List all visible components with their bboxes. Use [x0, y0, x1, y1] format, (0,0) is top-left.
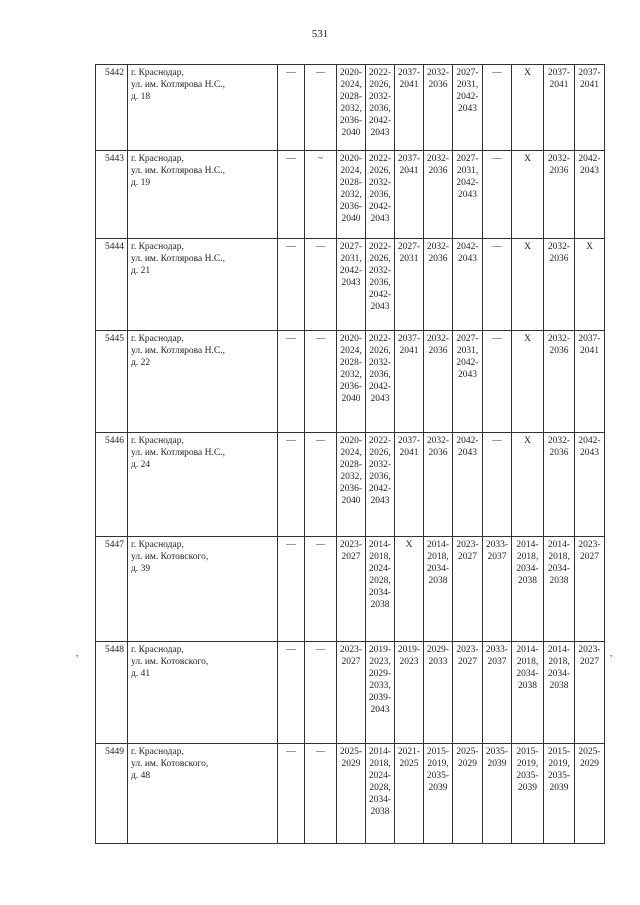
registry-table [95, 64, 605, 844]
schedule-cell: 2022- 2026, 2032- 2036, 2042- 2043 [366, 433, 395, 537]
row-number: 5445 [96, 331, 128, 433]
table-row [96, 744, 605, 844]
schedule-cell: 2033- 2037 [483, 642, 512, 744]
schedule-cell: 2014- 2018, 2034- 2038 [544, 642, 575, 744]
schedule-cell: — [305, 642, 337, 744]
row-number: 5443 [96, 151, 128, 239]
schedule-cell: 2022- 2026, 2032- 2036, 2042- 2043 [366, 65, 395, 151]
schedule-cell: 2014- 2018, 2034- 2038 [544, 537, 575, 642]
schedule-cell: — [483, 331, 512, 433]
schedule-cell: — [483, 151, 512, 239]
schedule-cell: 2029- 2033 [424, 642, 453, 744]
schedule-cell: 2023- 2027 [575, 642, 605, 744]
schedule-cell: 2022- 2026, 2032- 2036, 2042- 2043 [366, 151, 395, 239]
schedule-cell: 2025- 2029 [337, 744, 366, 844]
schedule-cell: — [483, 65, 512, 151]
page-number: 531 [311, 28, 329, 40]
schedule-cell: — [278, 239, 305, 331]
schedule-cell: 2020- 2024, 2028- 2032, 2036- 2040 [337, 151, 366, 239]
table-row [96, 642, 605, 744]
schedule-cell: 2023- 2027 [575, 537, 605, 642]
schedule-cell: 2015- 2019, 2035- 2039 [512, 744, 544, 844]
schedule-cell: 2023- 2027 [337, 642, 366, 744]
schedule-cell: 2014- 2018, 2024- 2028, 2034- 2038 [366, 537, 395, 642]
schedule-cell: — [305, 744, 337, 844]
row-number: 5444 [96, 239, 128, 331]
schedule-cell: 2025- 2029 [575, 744, 605, 844]
schedule-cell: 2022- 2026, 2032- 2036, 2042- 2043 [366, 331, 395, 433]
table-row [96, 433, 605, 537]
schedule-cell: — [483, 239, 512, 331]
schedule-cell: 2037- 2041 [395, 151, 424, 239]
schedule-cell: 2032- 2036 [544, 433, 575, 537]
schedule-cell: 2023- 2027 [453, 642, 483, 744]
schedule-cell: — [278, 65, 305, 151]
schedule-cell: 2025- 2029 [453, 744, 483, 844]
schedule-cell: 2020- 2024, 2028- 2032, 2036- 2040 [337, 433, 366, 537]
margin-mark-right: , [610, 648, 613, 658]
row-number: 5447 [96, 537, 128, 642]
schedule-cell: 2032- 2036 [424, 65, 453, 151]
schedule-cell: 2033- 2037 [483, 537, 512, 642]
schedule-cell: X [512, 433, 544, 537]
schedule-cell: — [305, 331, 337, 433]
address-cell: г. Краснодар, ул. им. Котлярова Н.С., д. 22 [128, 331, 278, 433]
schedule-cell: 2019- 2023 [395, 642, 424, 744]
schedule-cell: — [305, 65, 337, 151]
schedule-cell: 2042- 2043 [453, 433, 483, 537]
schedule-cell: 2015- 2019, 2035- 2039 [424, 744, 453, 844]
schedule-cell: — [278, 537, 305, 642]
schedule-cell: X [575, 239, 605, 331]
schedule-cell: X [512, 239, 544, 331]
schedule-cell: 2032- 2036 [424, 151, 453, 239]
schedule-cell: 2037- 2041 [395, 331, 424, 433]
schedule-cell: 2037- 2041 [395, 65, 424, 151]
schedule-cell: 2020- 2024, 2028- 2032, 2036- 2040 [337, 331, 366, 433]
address-cell: г. Краснодар, ул. им. Котлярова Н.С., д. 18 [128, 65, 278, 151]
schedule-cell: 2032- 2036 [424, 433, 453, 537]
address-cell: г. Краснодар, ул. им. Котовского, д. 39 [128, 537, 278, 642]
schedule-cell: 2037- 2041 [544, 65, 575, 151]
address-cell: г. Краснодар, ул. им. Котлярова Н.С., д. 21 [128, 239, 278, 331]
schedule-cell: 2042- 2043 [575, 433, 605, 537]
schedule-cell: 2032- 2036 [544, 239, 575, 331]
table-row [96, 537, 605, 642]
schedule-cell: X [395, 537, 424, 642]
schedule-cell: X [512, 65, 544, 151]
schedule-cell: 2014- 2018, 2024- 2028, 2034- 2038 [366, 744, 395, 844]
address-cell: г. Краснодар, ул. им. Котовского, д. 48 [128, 744, 278, 844]
schedule-cell: 2042- 2043 [453, 239, 483, 331]
row-number: 5449 [96, 744, 128, 844]
table-row [96, 331, 605, 433]
schedule-cell: X [512, 331, 544, 433]
schedule-cell: 2020- 2024, 2028- 2032, 2036- 2040 [337, 65, 366, 151]
schedule-cell: — [305, 433, 337, 537]
schedule-cell: — [278, 331, 305, 433]
schedule-cell: 2021- 2025 [395, 744, 424, 844]
schedule-cell: 2019- 2023, 2029- 2033, 2039- 2043 [366, 642, 395, 744]
schedule-cell: 2027- 2031 [395, 239, 424, 331]
schedule-cell: 2022- 2026, 2032- 2036, 2042- 2043 [366, 239, 395, 331]
address-cell: г. Краснодар, ул. им. Котлярова Н.С., д. 19 [128, 151, 278, 239]
schedule-cell: — [483, 433, 512, 537]
address-cell: г. Краснодар, ул. им. Котовского, д. 41 [128, 642, 278, 744]
schedule-cell: — [278, 642, 305, 744]
schedule-cell: 2037- 2041 [575, 65, 605, 151]
schedule-cell: 2027- 2031, 2042- 2043 [453, 151, 483, 239]
table-row [96, 151, 605, 239]
schedule-cell: 2032- 2036 [424, 239, 453, 331]
schedule-cell: 2035- 2039 [483, 744, 512, 844]
schedule-cell: 2042- 2043 [575, 151, 605, 239]
schedule-cell: 2037- 2041 [575, 331, 605, 433]
schedule-cell: — [278, 433, 305, 537]
table-row [96, 239, 605, 331]
row-number: 5442 [96, 65, 128, 151]
address-cell: г. Краснодар, ул. им. Котлярова Н.С., д. 24 [128, 433, 278, 537]
schedule-cell: 2032- 2036 [544, 331, 575, 433]
schedule-cell: 2023- 2027 [337, 537, 366, 642]
schedule-cell: — [278, 744, 305, 844]
schedule-cell: 2014- 2018, 2034- 2038 [512, 642, 544, 744]
schedule-cell: 2027- 2031, 2042- 2043 [453, 65, 483, 151]
schedule-cell: 2023- 2027 [453, 537, 483, 642]
schedule-cell: 2014- 2018, 2034- 2038 [512, 537, 544, 642]
schedule-cell: — [278, 151, 305, 239]
schedule-cell: ~ [305, 151, 337, 239]
schedule-cell: 2014- 2018, 2034- 2038 [424, 537, 453, 642]
schedule-cell: 2037- 2041 [395, 433, 424, 537]
schedule-cell: 2032- 2036 [424, 331, 453, 433]
schedule-cell: 2015- 2019, 2035- 2039 [544, 744, 575, 844]
margin-mark-left: , [76, 648, 79, 658]
schedule-cell: 2032- 2036 [544, 151, 575, 239]
row-number: 5448 [96, 642, 128, 744]
schedule-cell: 2027- 2031, 2042- 2043 [453, 331, 483, 433]
schedule-cell: X [512, 151, 544, 239]
schedule-cell: — [305, 537, 337, 642]
row-number: 5446 [96, 433, 128, 537]
schedule-cell: 2027- 2031, 2042- 2043 [337, 239, 366, 331]
table-row [96, 65, 605, 151]
schedule-cell: — [305, 239, 337, 331]
